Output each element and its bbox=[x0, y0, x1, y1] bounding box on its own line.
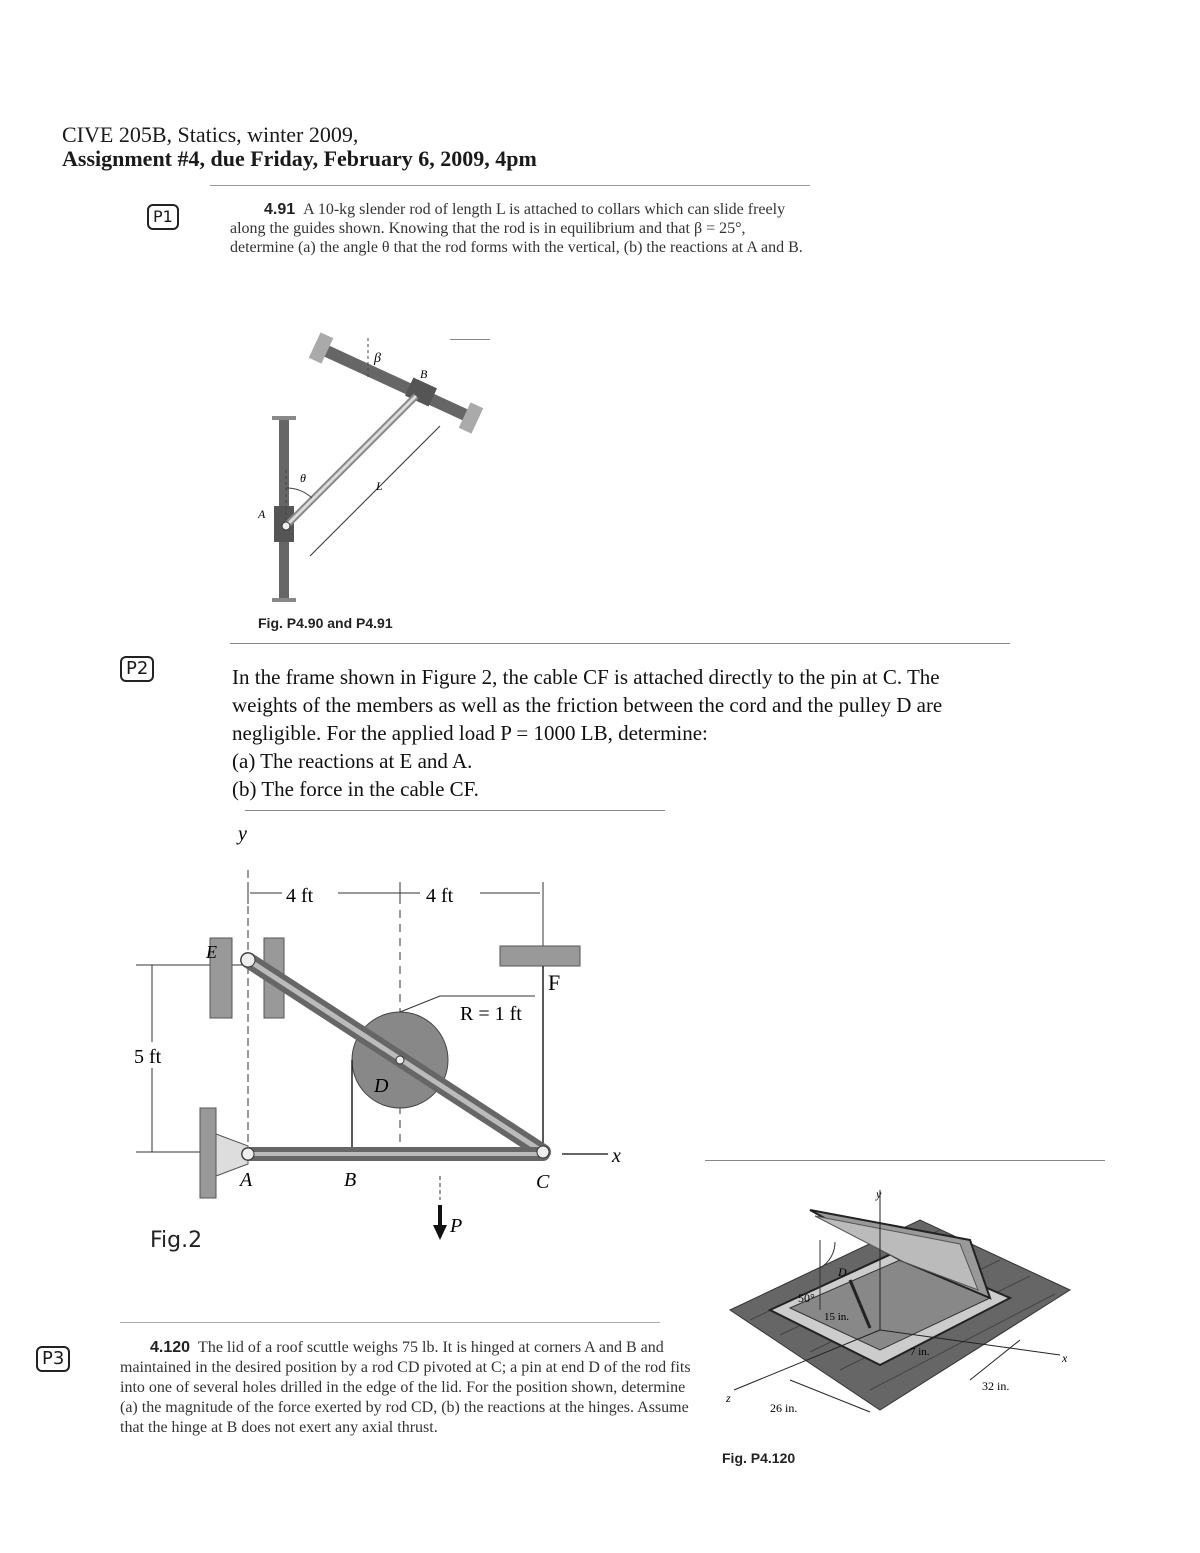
figure-2-caption: Fig.2 bbox=[150, 1228, 203, 1253]
pin-e bbox=[241, 953, 255, 967]
pin-a bbox=[242, 1148, 254, 1160]
length-dimension bbox=[310, 426, 440, 556]
divider bbox=[450, 339, 490, 340]
label-radius: R = 1 ft bbox=[460, 1003, 522, 1025]
pin-a bbox=[282, 522, 290, 530]
divider bbox=[230, 643, 1010, 644]
beta-label: β bbox=[374, 351, 381, 366]
divider bbox=[705, 1160, 1105, 1161]
divider bbox=[245, 810, 665, 811]
inclined-guide bbox=[320, 348, 472, 418]
figure-p491-caption: Fig. P4.90 and P4.91 bbox=[258, 615, 393, 631]
problem-2-line: weights of the members as well as the friction between the cord and the pulley D are bbox=[232, 693, 943, 717]
x-axis-label: x bbox=[612, 1145, 621, 1167]
problem-3-number: 4.120 bbox=[150, 1339, 191, 1356]
pin-c bbox=[537, 1146, 549, 1158]
pin-d bbox=[396, 1056, 404, 1064]
label-e: E bbox=[206, 942, 217, 962]
wall-a bbox=[200, 1108, 216, 1198]
label-l: L bbox=[376, 479, 383, 493]
problem-2-line: (b) The force in the cable CF. bbox=[232, 777, 479, 801]
problem-tag-p3: P3 bbox=[36, 1346, 70, 1372]
problem-2-line: negligible. For the applied load P = 1000 LB, determine: bbox=[232, 721, 708, 745]
ceiling-f bbox=[500, 946, 580, 966]
x-axis-label: x bbox=[1062, 1351, 1068, 1365]
z-axis-label: z bbox=[726, 1391, 731, 1405]
problem-1-text bbox=[230, 200, 810, 257]
theta-arc bbox=[286, 488, 312, 498]
label-a: A bbox=[258, 507, 266, 521]
theta-label: θ bbox=[300, 471, 306, 485]
figure-2-frame bbox=[100, 820, 660, 1237]
divider bbox=[120, 1322, 660, 1323]
problem-tag-p2: P2 bbox=[120, 656, 154, 682]
member-ec-highlight bbox=[248, 960, 543, 1152]
label-d: D bbox=[374, 1075, 389, 1097]
problem-1-number: 4.91 bbox=[264, 201, 296, 218]
problem-1-body: A 10-kg slender rod of length L is attached to collars which can slide freely along the guides shown. Knowing that the rod is in equilibrium and that β = 25°, determine (a) the angle θ that the rod forms with the vertical, (b) the reactions at A and B. bbox=[230, 201, 803, 256]
label-d: D bbox=[838, 1265, 847, 1279]
y-axis-label: y bbox=[876, 1187, 882, 1201]
label-a: A bbox=[240, 1169, 253, 1191]
dim-26in: 26 in. bbox=[770, 1401, 798, 1415]
dim-5ft: 5 ft bbox=[134, 1046, 162, 1068]
load-p-arrowhead bbox=[433, 1225, 447, 1240]
problem-tag-p1: P1 bbox=[147, 204, 179, 230]
label-b: B bbox=[344, 1169, 357, 1191]
figure-p491 bbox=[240, 320, 500, 620]
divider bbox=[210, 185, 810, 186]
dim-32in: 32 in. bbox=[982, 1379, 1010, 1393]
figure-p4120-caption: Fig. P4.120 bbox=[722, 1450, 796, 1466]
dim-4ft-right: 4 ft bbox=[426, 885, 454, 907]
course-title: CIVE 205B, Statics, winter 2009, bbox=[62, 122, 359, 147]
problem-2-line: In the frame shown in Figure 2, the cable CF is attached directly to the pin at C. The bbox=[232, 665, 940, 689]
problem-3-text bbox=[120, 1338, 698, 1438]
label-b: B bbox=[420, 367, 428, 381]
assignment-title: Assignment #4, due Friday, February 6, 2009, 4pm bbox=[62, 146, 537, 171]
dim-4ft-left: 4 ft bbox=[286, 885, 314, 907]
dim-15in: 15 in. bbox=[824, 1311, 850, 1323]
label-p: P bbox=[450, 1215, 463, 1237]
label-f: F bbox=[548, 970, 561, 995]
dim-7in: 7 in. bbox=[910, 1346, 930, 1358]
problem-3-body: The lid of a roof scuttle weighs 75 lb. It is hinged at corners A and B and maintained in the desired position by a rod CD pivoted at C; a pin at end D of the rod fits into one of several holes drilled in the edge of the lid. For the position shown, determine (a) the magnitude of the force exerted by rod CD, (b) the reactions at the hinges. Assume that the hinge at B does not exert any axial thrust. bbox=[120, 1339, 691, 1436]
rod-highlight bbox=[286, 396, 416, 526]
problem-2-text bbox=[232, 663, 942, 803]
angle-label: 50° bbox=[798, 1291, 815, 1305]
y-axis-label: y bbox=[238, 823, 247, 845]
label-c: C bbox=[536, 1171, 550, 1193]
figure-p4120 bbox=[720, 1180, 1080, 1450]
problem-2-line: (a) The reactions at E and A. bbox=[232, 749, 473, 773]
